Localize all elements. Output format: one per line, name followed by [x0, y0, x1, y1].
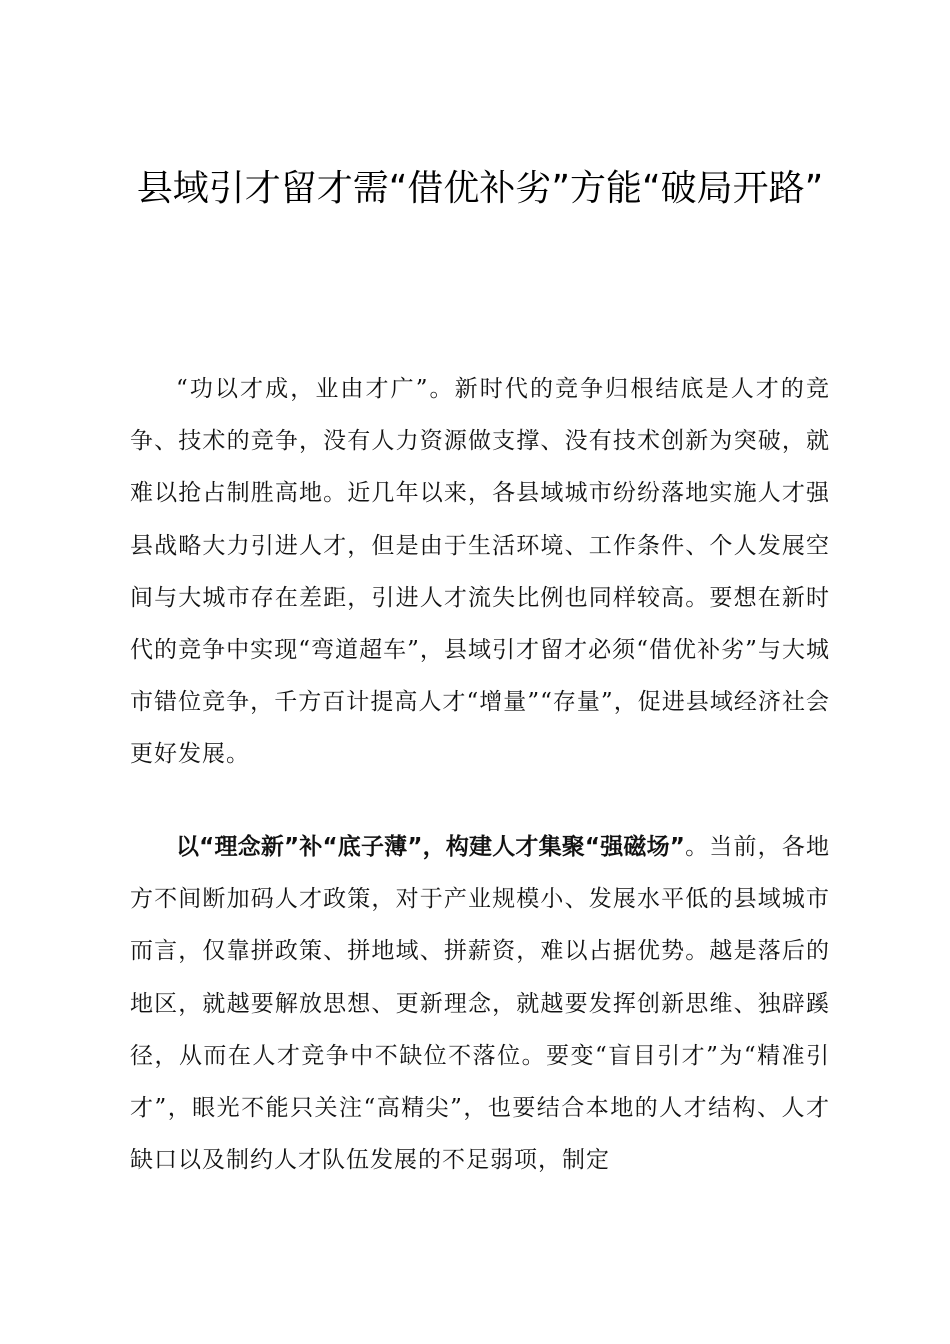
- document-title: 县域引才留才需“借优补劣”方能“破局开路”: [136, 168, 824, 209]
- paragraph-intro: [130, 363, 830, 781]
- paragraph-concept-text: 。当前，各地方不间断加码人才政策，对于产业规模小、发展水平低的县域城市而言，仅靠拼政策、拼地域、拼薪资，难以占据优势。越是落后的地区，就越要解放思想、更新理念，就越要发挥创新思维、独辟蹊径，从而在人才竞争中不缺位不落位。要变“盲目引才”为“精准引才”，眼光不能只关注“高精尖”，也要结合本地的人才结构、人才缺口以及制约人才队伍发展的不足弱项，制定: [130, 834, 831, 1174]
- paragraph-concept-lead: 以“理念新”补“底子薄”，构建人才集聚“强磁场”: [176, 834, 685, 860]
- paragraph-intro-text: “功以才成，业由才广”。新时代的竞争归根结底是人才的竞争、技术的竞争，没有人力资源做支撑、没有技术创新为突破，就难以抢占制胜高地。近几年以来，各县域城市纷纷落地实施人才强县战略大力引进人才，但是由于生活环境、工作条件、个人发展空间与大城市存在差距，引进人才流失比例也同样较高。要想在新时代的竞争中实现“弯道超车”，县域引才留才必须“借优补劣”与大城市错位竞争，千方百计提高人才“增量”“存量”，促进县域经济社会更好发展。: [130, 376, 830, 768]
- paragraph-concept: [130, 821, 830, 1186]
